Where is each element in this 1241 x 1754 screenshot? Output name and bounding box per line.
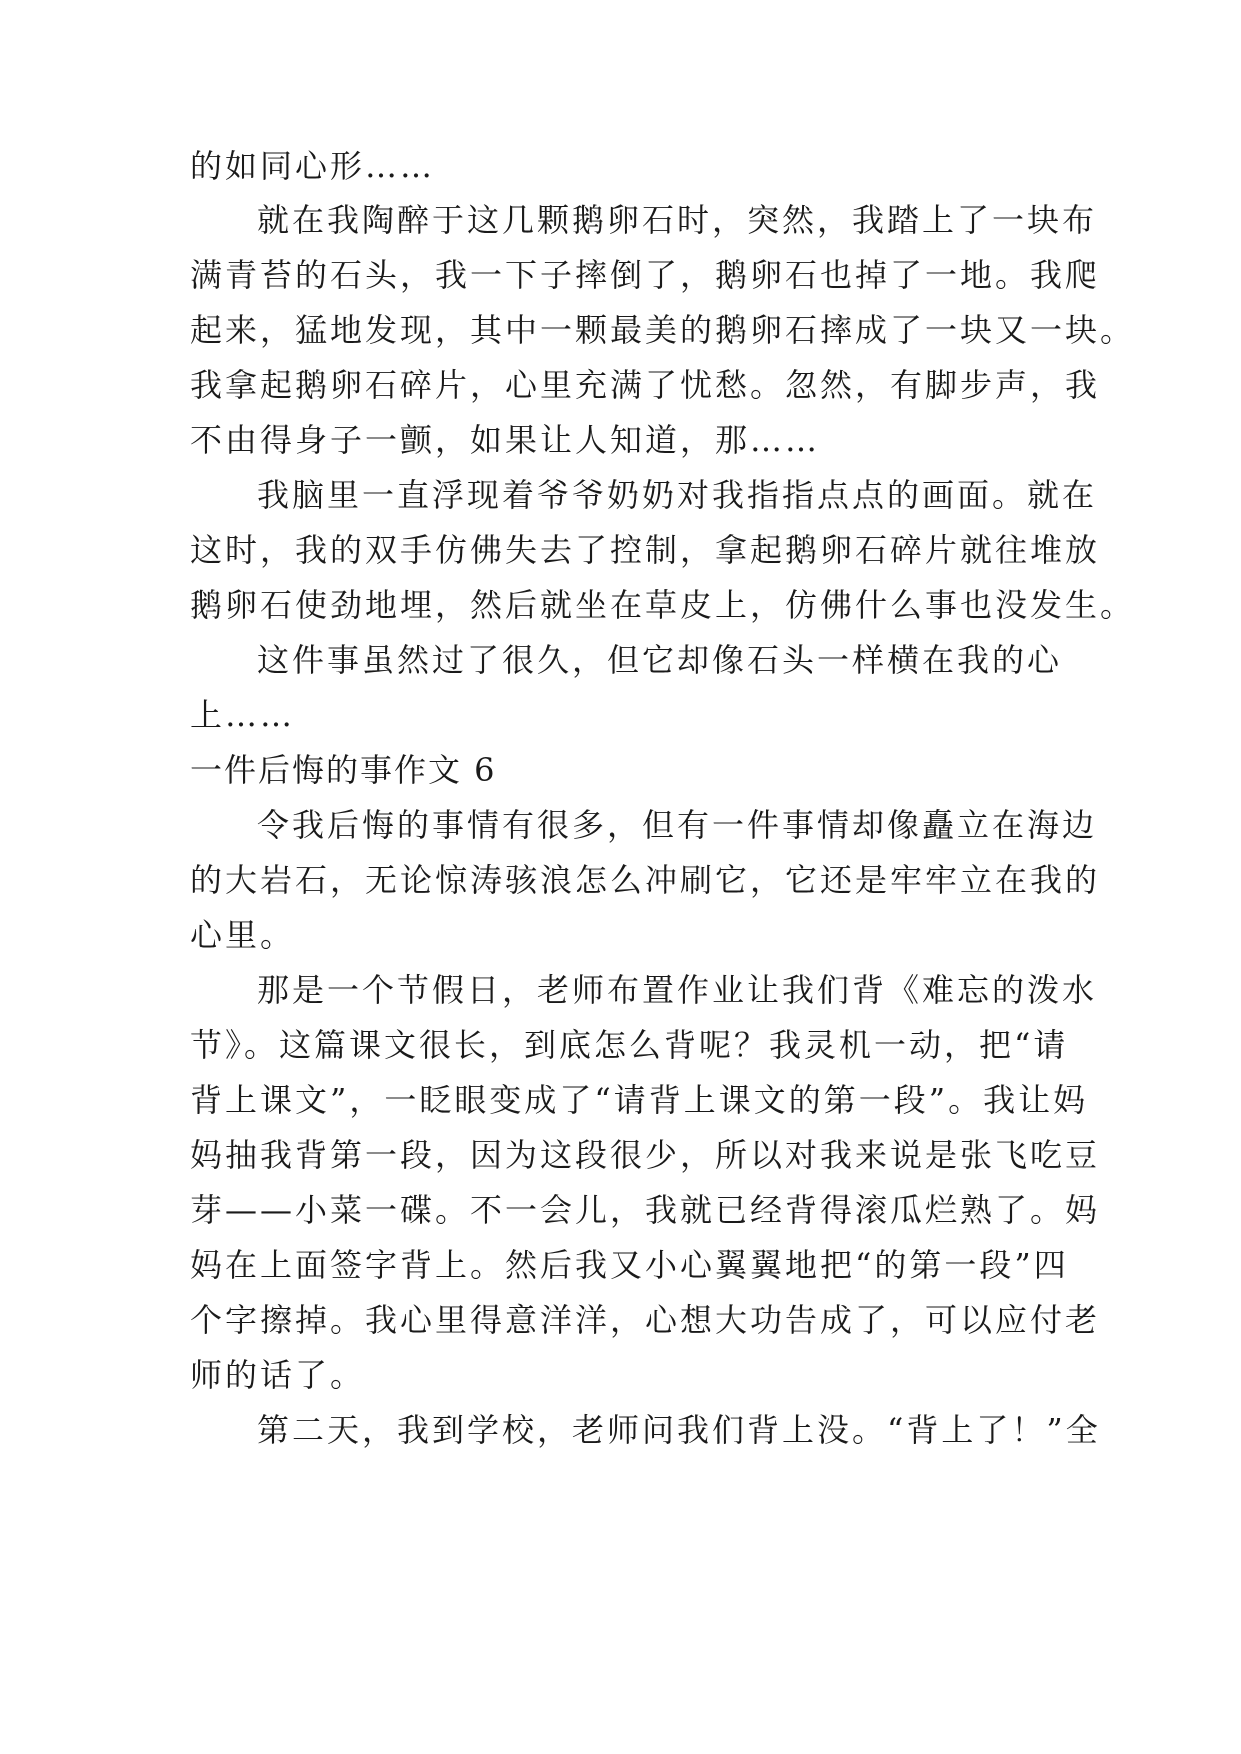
text-line: 鹅卵石使劲地埋，然后就坐在草皮上，仿佛什么事也没发生。 <box>190 586 1136 624</box>
text-line: 的大岩石，无论惊涛骇浪怎么冲刷它，它还是牢牢立在我的 <box>190 861 1101 899</box>
text-line: 这时，我的双手仿佛失去了控制，拿起鹅卵石碎片就往堆放 <box>190 531 1101 569</box>
text-line: 芽——小菜一碟。不一会儿，我就已经背得滚瓜烂熟了。妈 <box>190 1191 1101 1229</box>
text-line: 起来，猛地发现，其中一颗最美的鹅卵石摔成了一块又一块。 <box>190 311 1136 349</box>
text-line: 背上课文”，一眨眼变成了“请背上课文的第一段”。我让妈 <box>190 1081 1089 1119</box>
text-line: 心里。 <box>190 916 296 954</box>
paragraph-start-line: 第二天，我到学校，老师问我们背上没。“背上了！”全 <box>257 1411 1101 1449</box>
text-line: 满青苔的石头，我一下子摔倒了，鹅卵石也掉了一地。我爬 <box>190 256 1101 294</box>
section-heading: 一件后悔的事作文 6 <box>190 751 497 789</box>
text-line: 的如同心形…… <box>190 147 436 185</box>
text-line: 我拿起鹅卵石碎片，心里充满了忧愁。忽然，有脚步声，我 <box>190 366 1101 404</box>
text-line: 上…… <box>190 696 296 734</box>
text-line: 节》。这篇课文很长，到底怎么背呢？我灵机一动，把“请 <box>190 1026 1069 1064</box>
text-line: 妈抽我背第一段，因为这段很少，所以对我来说是张飞吃豆 <box>190 1136 1101 1174</box>
text-line: 不由得身子一颤，如果让人知道，那…… <box>190 421 821 459</box>
paragraph-start-line: 我脑里一直浮现着爷爷奶奶对我指指点点的画面。就在 <box>257 476 1098 514</box>
paragraph-start-line: 那是一个节假日，老师布置作业让我们背《难忘的泼水 <box>257 971 1098 1009</box>
text-line: 个字擦掉。我心里得意洋洋，心想大功告成了，可以应付老 <box>190 1301 1101 1339</box>
text-line: 师的话了。 <box>190 1356 366 1394</box>
paragraph-start-line: 令我后悔的事情有很多，但有一件事情却像矗立在海边 <box>257 806 1098 844</box>
paragraph-start-line: 这件事虽然过了很久，但它却像石头一样横在我的心 <box>257 641 1063 679</box>
text-line: 妈在上面签字背上。然后我又小心翼翼地把“的第一段”四 <box>190 1246 1069 1284</box>
paragraph-start-line: 就在我陶醉于这几颗鹅卵石时，突然，我踏上了一块布 <box>257 201 1098 239</box>
